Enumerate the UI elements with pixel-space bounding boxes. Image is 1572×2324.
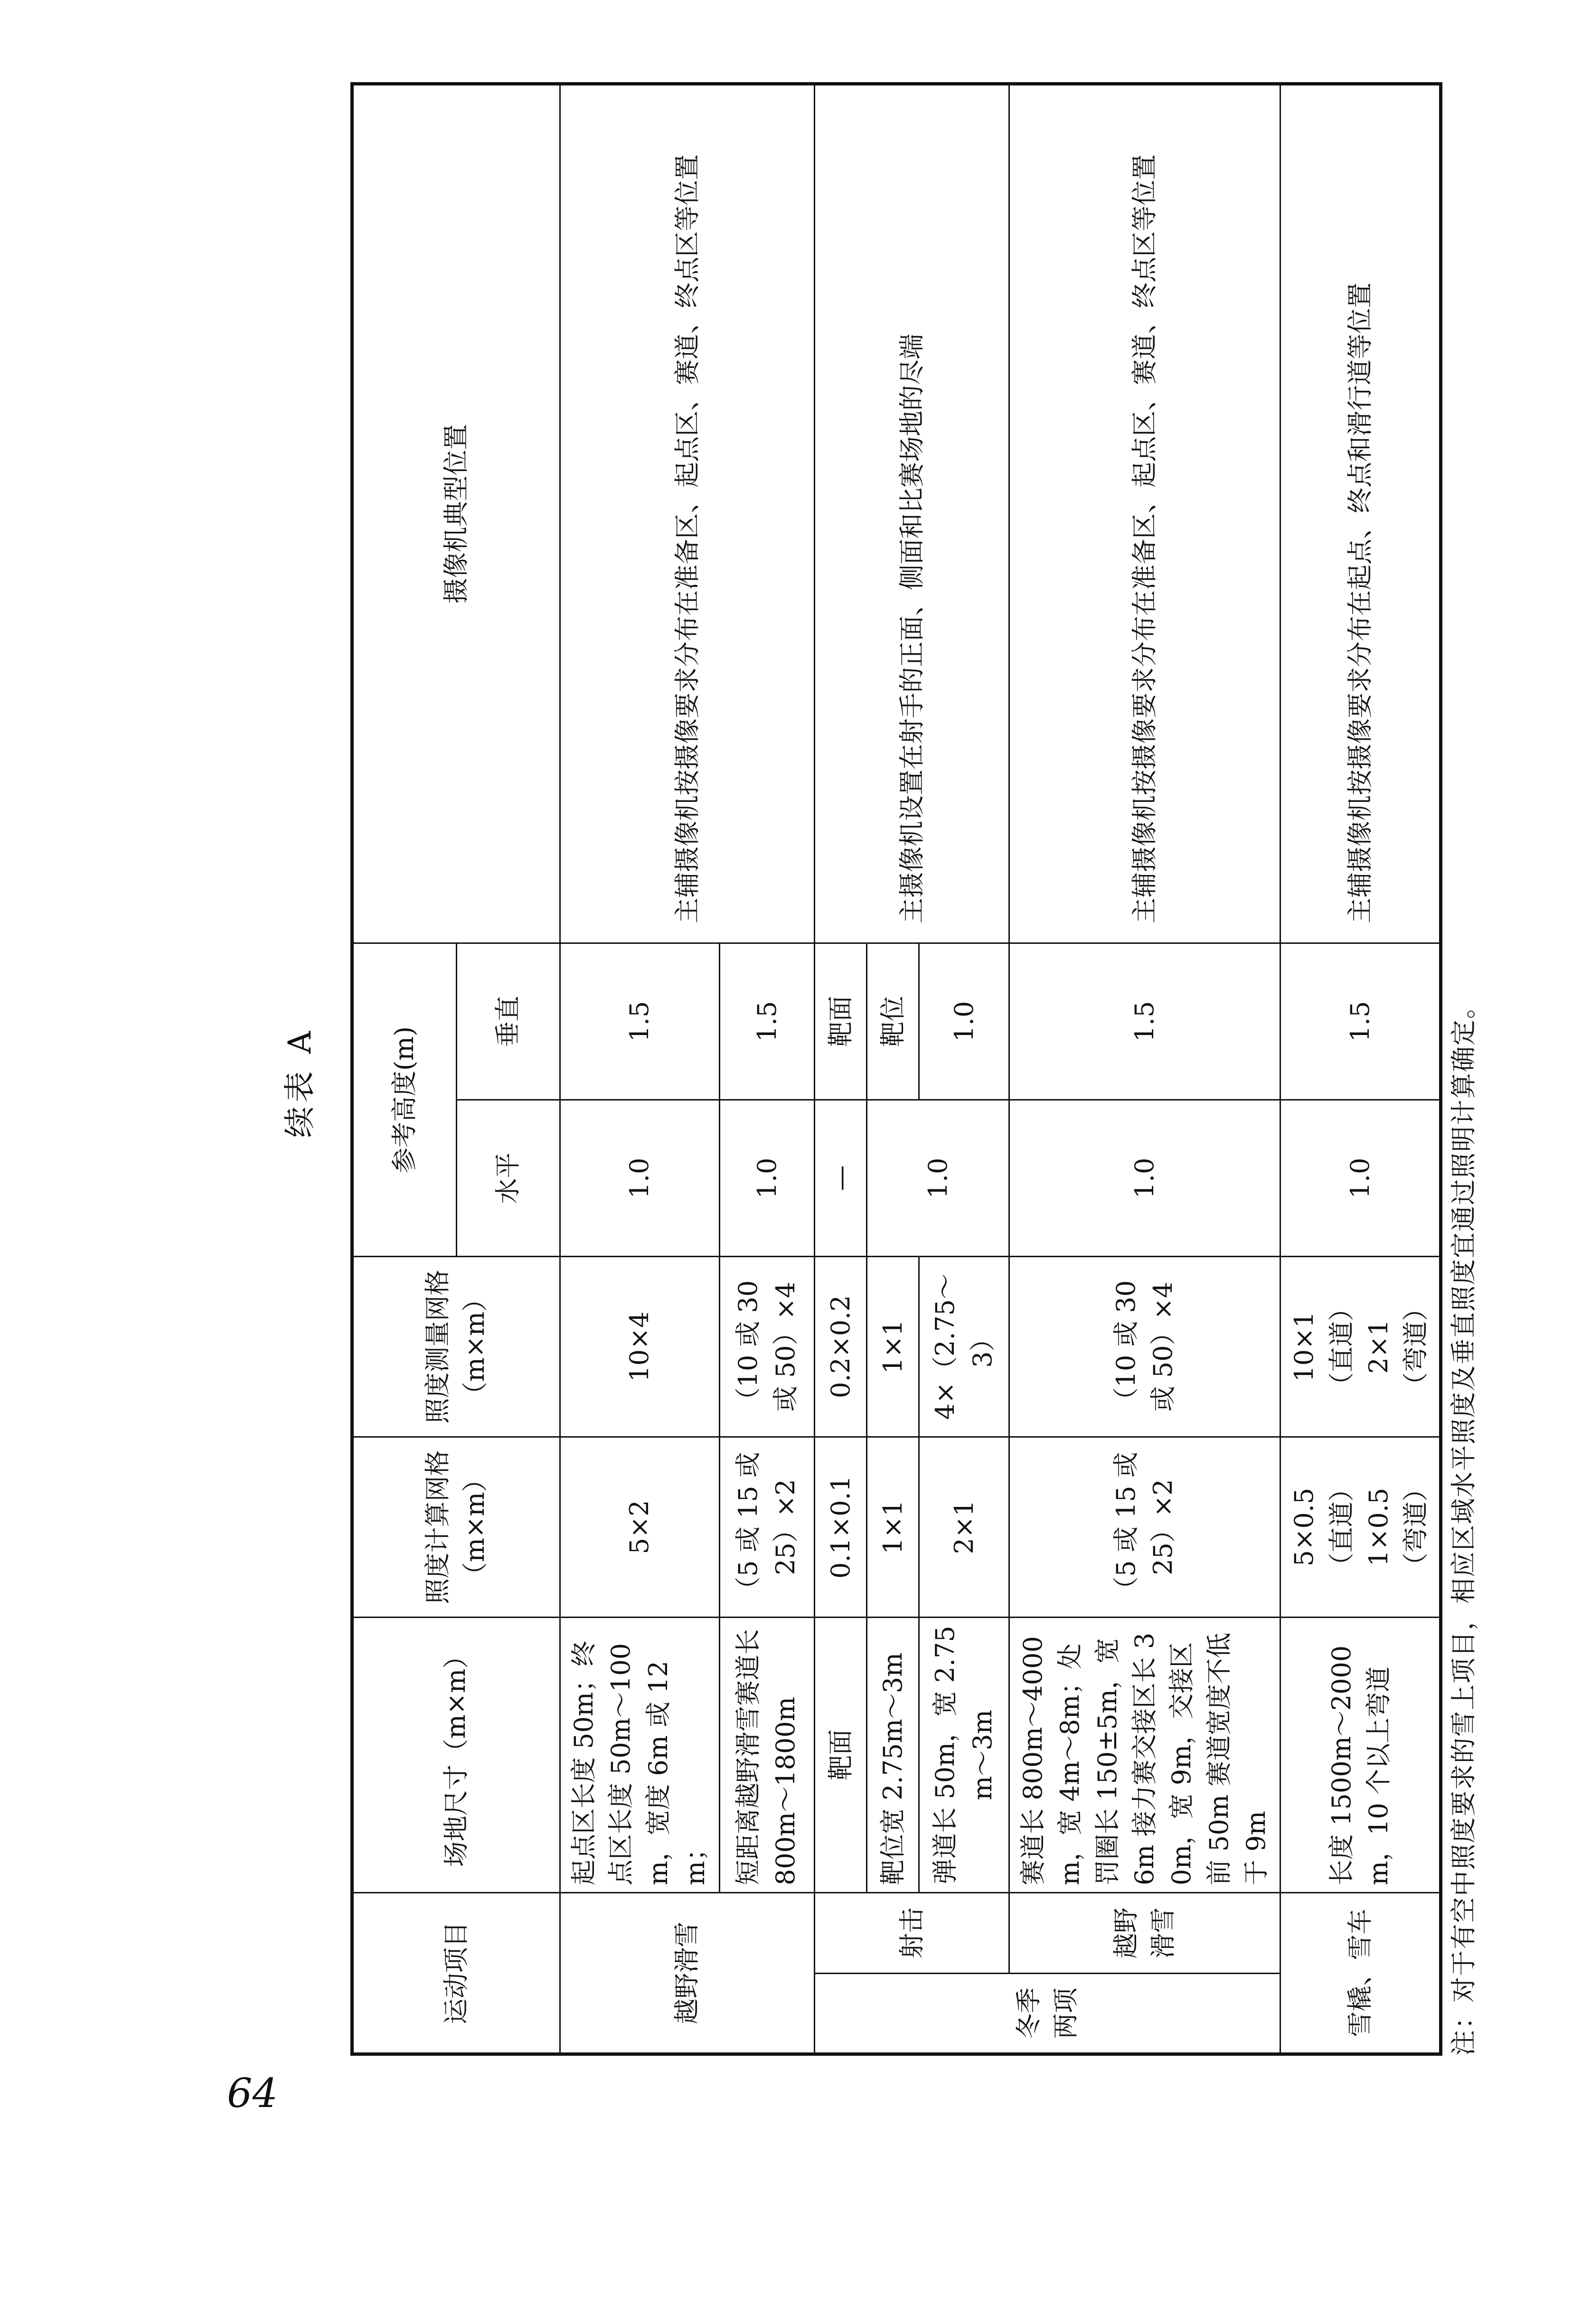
h-xc2: 1.0 bbox=[720, 1100, 815, 1257]
v-target-pos: 靶位 bbox=[867, 943, 919, 1100]
v-xc2: 1.5 bbox=[720, 943, 815, 1100]
calc-biathlon: （5 或 15 或 25）×2 bbox=[1009, 1437, 1280, 1618]
meas-xc1: 10×4 bbox=[560, 1257, 720, 1437]
page-number: 64 bbox=[227, 2070, 278, 2117]
size-sled: 长度 1500m～2000m，10 个以上弯道 bbox=[1280, 1618, 1441, 1893]
v-sled: 1.5 bbox=[1280, 943, 1441, 1100]
meas-biathlon: （10 或 30 或 50）×4 bbox=[1009, 1257, 1280, 1437]
sport-sled: 雪橇、雪车 bbox=[1280, 1893, 1441, 2054]
header-ref-height: 参考高度(m) bbox=[352, 943, 457, 1256]
rotated-table-block bbox=[256, 109, 1538, 2056]
meas-lane: 4×（2.75～3） bbox=[919, 1257, 1009, 1437]
header-sport: 运动项目 bbox=[352, 1893, 560, 2054]
meas-target-face: 0.2×0.2 bbox=[815, 1257, 867, 1437]
size-xc2: 短距离越野滑雪赛道长 800m～1800m bbox=[720, 1618, 815, 1893]
sport-shooting: 射击 bbox=[815, 1893, 1009, 1974]
meas-sled-line-4: （弯道） bbox=[1401, 1295, 1431, 1398]
meas-sled-line-3: 2×1 bbox=[1363, 1319, 1393, 1374]
h-sled: 1.0 bbox=[1280, 1100, 1441, 1257]
header-horizontal: 水平 bbox=[457, 1100, 560, 1257]
lighting-table bbox=[350, 82, 1442, 2056]
camera-biathlon: 主辅摄像机按摄像要求分布在准备区、起点区、赛道、终点区等位置 bbox=[1009, 84, 1280, 943]
h-biathlon: 1.0 bbox=[1009, 1100, 1280, 1257]
h-shooting: 1.0 bbox=[867, 1100, 1009, 1257]
meas-sled bbox=[1280, 1257, 1441, 1437]
calc-sled bbox=[1280, 1437, 1441, 1618]
meas-target-pos: 1×1 bbox=[867, 1257, 919, 1437]
sport-cross-country: 越野滑雪 bbox=[560, 1893, 815, 2054]
size-biathlon: 赛道长 800m～4000m，宽 4m～8m；处罚圈长 150±5m，宽 6m 接力赛交接区长 30m，宽 9m，交接区前 50m 赛道宽度不低于 9m bbox=[1009, 1618, 1280, 1893]
header-vertical: 垂直 bbox=[457, 943, 560, 1100]
calc-xc1: 5×2 bbox=[560, 1437, 720, 1618]
calc-sled-line-4: （弯道） bbox=[1401, 1476, 1431, 1579]
header-meas-grid: 照度测量网格（m×m） bbox=[352, 1257, 560, 1437]
v-biathlon: 1.5 bbox=[1009, 943, 1280, 1100]
meas-xc2: （10 或 30 或 50）×4 bbox=[720, 1257, 815, 1437]
v-xc1: 1.5 bbox=[560, 943, 720, 1100]
header-calc-grid: 照度计算网格（m×m） bbox=[352, 1437, 560, 1618]
meas-sled-line-1: 10×1 bbox=[1289, 1311, 1319, 1382]
camera-cross-country: 主辅摄像机按摄像要求分布在准备区、起点区、赛道、终点区等位置 bbox=[560, 84, 815, 943]
header-size: 场地尺寸（m×m） bbox=[352, 1618, 560, 1893]
table-note: 注：对于有空中照度要求的雪上项目，相应区域水平照度及垂直照度宜通过照明计算确定。 bbox=[1449, 992, 1478, 2056]
camera-shooting: 主摄像机设置在射手的正面、侧面和比赛场地的尽端 bbox=[815, 84, 1009, 943]
h-xc1: 1.0 bbox=[560, 1100, 720, 1257]
sport-biathlon-ski: 越野滑雪 bbox=[1009, 1893, 1280, 1974]
meas-sled-line-2: （直道） bbox=[1326, 1295, 1356, 1398]
table-caption: 续表 A bbox=[281, 1027, 318, 1138]
v-target-face: 靶面 bbox=[815, 943, 867, 1100]
size-target-face: 靶面 bbox=[815, 1618, 867, 1893]
size-xc1: 起点区长度 50m；终点区长度 50m～100m，宽度 6m 或 12m； bbox=[560, 1618, 720, 1893]
size-target-pos: 靶位宽 2.75m～3m bbox=[867, 1618, 919, 1893]
calc-target-face: 0.1×0.1 bbox=[815, 1437, 867, 1618]
calc-sled-line-1: 5×0.5 bbox=[1289, 1487, 1319, 1567]
calc-sled-line-3: 1×0.5 bbox=[1363, 1487, 1393, 1567]
group-biathlon: 冬季两项 bbox=[815, 1974, 1280, 2054]
camera-sled: 主辅摄像机按摄像要求分布在起点、终点和滑行道等位置 bbox=[1280, 84, 1441, 943]
calc-target-pos: 1×1 bbox=[867, 1437, 919, 1618]
header-camera: 摄像机典型位置 bbox=[352, 84, 560, 943]
calc-sled-line-2: （直道） bbox=[1326, 1476, 1356, 1579]
calc-lane: 2×1 bbox=[919, 1437, 1009, 1618]
size-lane: 弹道长 50m，宽 2.75m～3m bbox=[919, 1618, 1009, 1893]
v-lane: 1.0 bbox=[919, 943, 1009, 1100]
h-target-face: — bbox=[815, 1100, 867, 1257]
calc-xc2: （5 或 15 或 25）×2 bbox=[720, 1437, 815, 1618]
